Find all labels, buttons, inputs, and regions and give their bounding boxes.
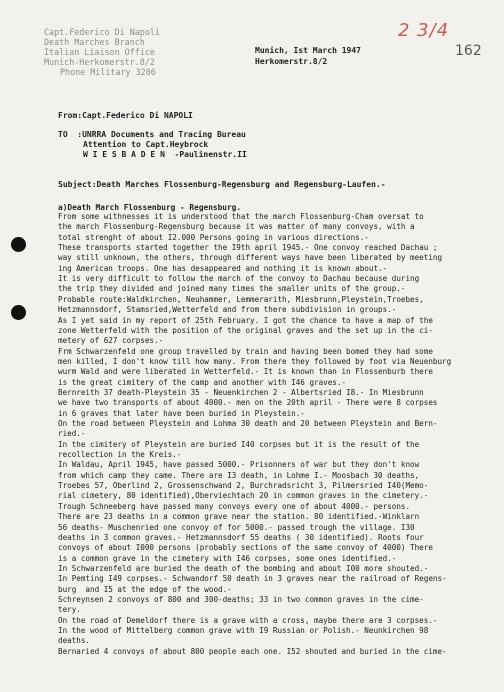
body-line: Bernaried 4 convoys of about 800 people each one. I52 shouted and buried in the cime-	[58, 646, 447, 656]
body-line: On the road of Demeldorf there is a grave with a cross, maybe there are 3 corpses.-	[58, 615, 438, 625]
document-address: Herkomerstr.8/2	[255, 57, 328, 66]
page-number: 162	[455, 43, 482, 59]
from-line: From:Capt.Federico Di NAPOLI	[58, 111, 193, 120]
body-line: In the wood of Mittelberg common grave with I9 Russian or Polish.- Neunkirchen 98	[58, 626, 429, 635]
body-line: These transports started together the I9th april 1945.- One convoy reached Dachau ;	[58, 243, 438, 253]
body-line: There are 23 deaths in a common grave near the station. 80 identified.-Winklarn	[58, 512, 420, 522]
body-line: total strenght of about I2.000 Persons going in various directions.-	[58, 232, 369, 242]
body-line: is the great cimitery of the camp and another with I46 graves.-	[58, 377, 347, 387]
body-line: On the road between Pleystein and Lohma 30 death and 20 between Pleystein and Bern-	[58, 419, 438, 428]
body-line: Bernreith 37 death-Pleystein 35 - Neuenkirchen 2 - Albertsried I8.- In Miesbrunn	[58, 387, 424, 397]
body-line: is a common grave in the cimetery with I46 corpses, some ones identified.-	[58, 553, 397, 563]
letterhead-line: Capt.Federico Di Napoli	[44, 27, 160, 37]
body-line: recollection in the Kreis.-	[58, 450, 182, 460]
body-line: Probable route:Waldkirchen, Neuhammer, Lemmerarith, Miesbrunn,Pleystein,Troebes,	[58, 294, 424, 304]
to-line: Attention to Capt.Heybrock	[83, 140, 209, 149]
body-line: tery.	[58, 605, 81, 615]
letterhead-line: Phone Military 3206	[60, 67, 156, 77]
body-line: It is very difficult to follow the march of the convoy to Dachau because during	[58, 274, 420, 284]
to-line: TO :UNRRA Documents and Tracing Bureau	[58, 130, 246, 139]
section-heading: a)Death March Flossenburg - Regensburg.	[58, 203, 242, 212]
body-line: from which camp they came. There are I3 death, in Lohme I.- Moosbach 30 deaths,	[58, 470, 420, 480]
letterhead-line: Italian Liaison Office	[44, 47, 155, 57]
body-line: In Pemting I49 corpses.- Schwandorf 50 death in 3 graves near the railroad of Regens-	[58, 574, 447, 584]
body-line: convoys of about I000 persons (probably sections of the same convoy of 4000) There	[58, 543, 433, 553]
body-line: Troebes 57, Oberlind 2, Grossenschwand 2, Burchradsricht 3, Pilmersried I40(Memo-	[58, 481, 429, 491]
body-line: deaths.	[58, 636, 91, 646]
body-line: Frm Schwarzenfeld one group travelled by train and having been bomed they had some	[58, 346, 433, 356]
handwritten-reference: 2 3/4	[398, 20, 450, 41]
body-line: zone Wetterfeld with the position of the original graves and the set up in the ci-	[58, 325, 433, 335]
letterhead-line: Death Marches Branch	[44, 37, 145, 47]
document-date: Munich, Ist March 1947	[255, 46, 361, 55]
punch-hole	[11, 305, 26, 320]
body-line: ried.-	[58, 429, 86, 439]
body-line: Schreynsen 2 convoys of 800 and 300-deaths; 33 in two common graves in the cime-	[58, 594, 424, 604]
body-line: ing American troops. One has desappeared and nothing it is known about.-	[58, 263, 388, 273]
body-line: men killed, I don't know till how many. From there they followed by foot via Neuenburg	[58, 356, 452, 366]
body-line: Trough Schneeberg have passed many convoys every one of about 4000.- persons.	[58, 501, 411, 511]
body-line: In Waldau, April 1945, have passed 5000.- Prisonners of war but they don't know	[58, 460, 420, 470]
letterhead-line: Munich-Herkomerstr.8/2	[44, 57, 155, 67]
body-line: we have two transports of about 4000.- men on the 20th april - There were 8 corpses	[58, 398, 438, 408]
body-line: burg and I5 at the edge of the wood.-	[58, 584, 232, 594]
body-line: the trip they divided and joined many times the smaller units of the group.-	[58, 284, 406, 294]
body-line: the march Flossenburg-Regensburg because it was matter of many convoys, with a	[58, 222, 415, 232]
body-line: in 6 graves that later have been buried in Pleystein.-	[58, 408, 305, 418]
body-line: In the cimitery of Pleystein are buried I40 corpses but it is the result of the	[58, 439, 420, 449]
punch-hole	[11, 237, 26, 252]
body-line: way still unknown, the others, through different ways have been liberated by meeting	[58, 253, 443, 263]
subject-line: Subject:Death Marches Flossenburg-Regensburg and Regensburg-Laufen.-	[58, 180, 386, 189]
body-line: metery of 627 corpses.-	[58, 336, 164, 346]
body-line: Hetzmannsdorf, Stamsried,Wetterfeld and from there subdivision in groups.-	[58, 305, 397, 315]
body-line: 56 deaths- Muschenried one convoy of for 5000.- passed trough the village. I30	[58, 522, 415, 532]
body-line: As I yet said in my report of 25th February. I got the chance to have a map of the	[58, 315, 433, 325]
to-line: W I E S B A D E N -Paulinenstr.II	[83, 150, 247, 159]
body-line: From some withnesses it is understood that the march Flossenburg-Cham oversat to	[58, 212, 424, 221]
body-line: wurm Wald and were liberated in Wetterfeld.- It is known than in Flossenburb there	[58, 367, 433, 377]
body-line: rial cimetery, 80 identified),Oberviechtach 20 in common graves in the cimetery.-	[58, 491, 429, 501]
body-line: In Schwarzenfeld are buried the death of the bombing and about I00 more shouted.-	[58, 563, 429, 573]
body-line: deaths in 3 common graves.- Hetzmannsdorf 55 deaths ( 30 identified). Roots four	[58, 532, 424, 542]
